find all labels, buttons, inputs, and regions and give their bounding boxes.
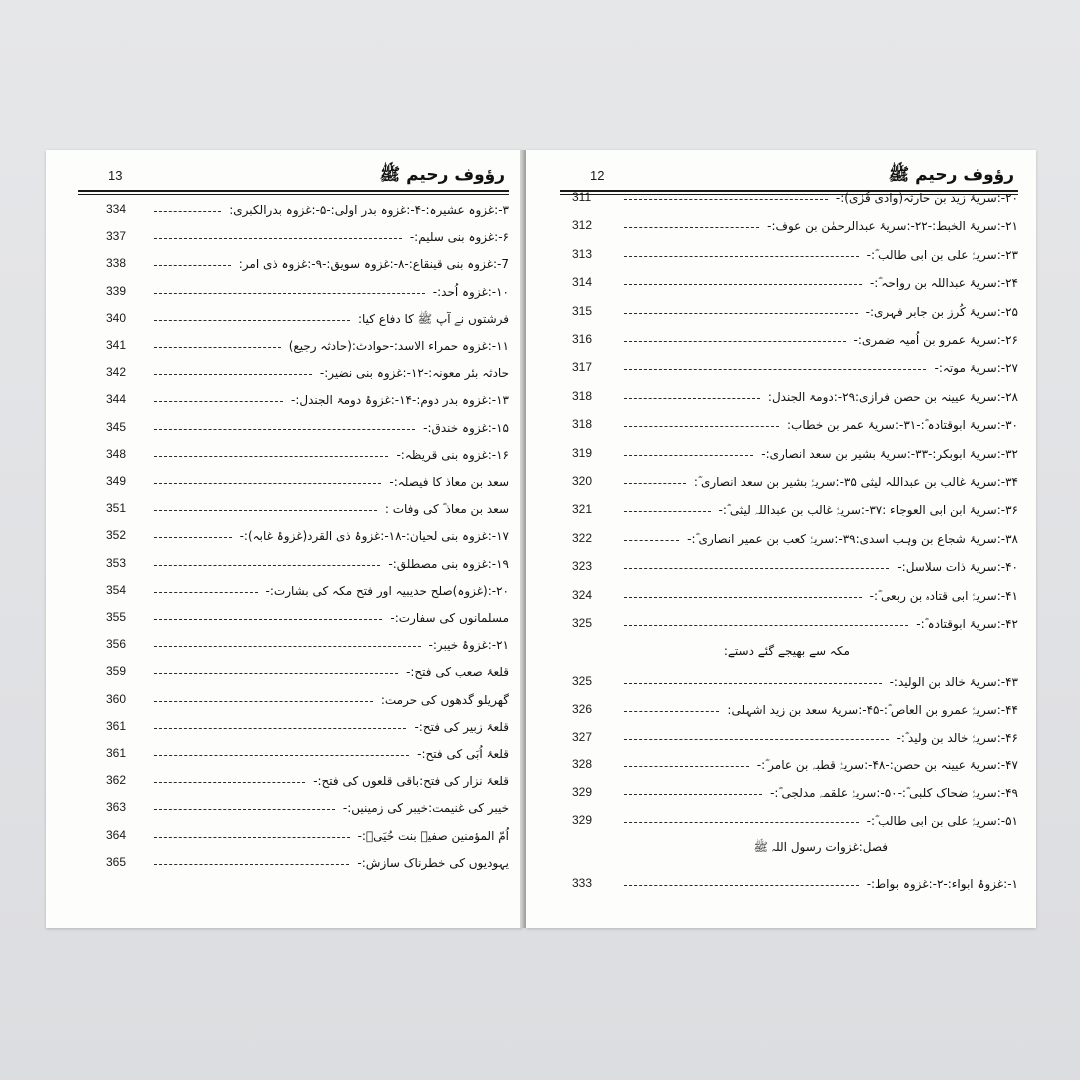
toc-entry	[572, 216, 1018, 238]
dotted-leader	[624, 625, 908, 626]
toc-entry	[572, 700, 1018, 722]
dotted-leader	[624, 511, 711, 512]
toc-entry	[572, 811, 1018, 833]
toc-entry-title: ۱۶-:غزوہ بنی قریظہ:-	[396, 447, 509, 462]
toc-entry-title: ۲۳-:سریۂ علی بن ابی طالب ؓ:-	[866, 247, 1018, 262]
toc-entry-title: ۱۵-:غزوہ خندق:-	[423, 420, 509, 435]
toc-entry	[106, 853, 509, 875]
toc-entry-title: ۲۱-:غزوۂ خیبر:-	[428, 638, 509, 653]
dotted-leader	[154, 537, 232, 538]
toc-entry	[106, 200, 509, 222]
toc-page-number: 365	[106, 854, 127, 869]
toc-page-number: 338	[106, 256, 127, 271]
toc-page-number: 329	[572, 785, 593, 800]
toc-entry	[106, 363, 509, 385]
toc-entry-title: ۳۲-:سریۂ ابوبکر:-۳۳-:سریۂ بشیر بن سعد انصاری:-	[761, 446, 1018, 461]
dotted-leader	[624, 369, 926, 370]
toc-page-number: 329	[572, 813, 593, 827]
toc-page-number: 349	[106, 474, 127, 488]
toc-entry	[106, 608, 509, 630]
page-header	[78, 164, 509, 192]
dotted-leader	[624, 822, 859, 823]
dotted-leader	[154, 347, 281, 348]
toc-page-number: 319	[572, 445, 593, 460]
toc-page-number: 364	[106, 827, 127, 842]
toc-page-number: 316	[572, 332, 593, 346]
toc-page-number: 318	[572, 417, 593, 432]
toc-page-number: 337	[106, 229, 127, 244]
toc-entry-title: ۴۳-:سریۂ خالد بن الولید:-	[889, 675, 1018, 689]
dotted-leader	[154, 646, 421, 647]
toc-entry	[572, 672, 1018, 694]
dotted-leader	[624, 284, 862, 285]
section-heading: مکہ سے بھیجے گئے دستے:	[723, 644, 850, 658]
toc-entry	[106, 826, 509, 848]
toc-entry-title: ۱-:غزوۂ ابواء:-۲-:غزوہ بواط:-	[866, 877, 1018, 891]
dotted-leader	[154, 592, 258, 593]
running-title: رؤوف رحیم ﷺ	[888, 165, 1014, 185]
toc-page-number: 356	[106, 637, 127, 652]
toc-entry-title: سعد بن معاذ کا فیصلہ:-	[389, 475, 509, 489]
toc-entry-title: ۴۰-:سریۂ ذات سلاسل:-	[897, 560, 1018, 575]
toc-entry-title: ۳۰-:سریۂ ابوقتادہ ؓ:-۳۱-:سریۂ عمر بن خطاب:	[787, 418, 1018, 433]
dotted-leader	[624, 739, 889, 740]
toc-page-number: 318	[572, 388, 593, 403]
toc-entry-title: ۲۱-:سریۂ الخبط:-۲۲-:سریۂ عبدالرحمٰن بن عوف:-	[767, 219, 1018, 234]
toc-page-number: 360	[106, 691, 127, 706]
dotted-leader	[624, 256, 859, 257]
toc-entry-title: ۳-:غزوہ عشیرہ:-۴-:غزوہ بدر اولی:-۵-:غزوہ بدرالکبری:	[229, 203, 509, 217]
toc-entry-title: ۴۷-:سریۂ عیینہ بن حصن:-۴۸-:سریۂ قطبہ بن عامر ؓ:-	[756, 758, 1018, 773]
dotted-leader	[154, 483, 381, 484]
left-page	[46, 150, 523, 928]
toc-page-number: 359	[106, 664, 127, 679]
toc-entry	[572, 358, 1018, 380]
toc-page-number: 333	[572, 876, 593, 890]
dotted-leader	[624, 711, 719, 712]
toc-page-number: 325	[572, 616, 593, 630]
toc-page-number: 314	[572, 275, 593, 290]
toc-entry	[572, 330, 1018, 352]
dotted-leader	[154, 837, 350, 838]
toc-entry	[572, 415, 1018, 437]
page-number: 12	[590, 168, 605, 183]
toc-entry	[572, 472, 1018, 494]
toc-entry	[572, 755, 1018, 777]
dotted-leader	[624, 683, 882, 684]
toc-entry-title: ۱۳-:غزوہ بدر دوم:-۱۴-:غزوۂ دومۃ الجندل:-	[291, 393, 509, 408]
toc-entry-title: ۳۴-:سریۂ غالب بن عبداللہ لیثی ۳۵-:سریۂ بشیر بن سعد انصاری ؓ:	[693, 475, 1018, 489]
toc-page-number: 344	[106, 392, 127, 407]
toc-page-number: 351	[106, 501, 127, 516]
dotted-leader	[154, 211, 221, 212]
toc-entry	[106, 472, 509, 494]
toc-entry	[106, 390, 509, 412]
toc-page-number: 348	[106, 446, 127, 461]
toc-page-number: 325	[572, 674, 593, 688]
toc-page-number: 339	[106, 283, 127, 298]
toc-page-number: 312	[572, 218, 593, 233]
toc-page-number: 315	[572, 303, 593, 318]
toc-page-number: 317	[572, 360, 593, 375]
toc-entry-title: ۳۸-:سریۂ شجاع بن وہب اسدی:۳۹-:سریۂ کعب بن عمیر انصاری ؓ:-	[687, 531, 1018, 546]
toc-entry-title: ۴۶-:سریۂ خالد بن ولید ؓ:-	[896, 730, 1018, 745]
toc-entry-title: ۱۰-:غزوہ اُحد:-	[432, 284, 509, 299]
toc-entry-title: ۴۴-:سریۂ عمرو بن العاص ؓ:-۴۵-:سریۂ سعد بن زید اشہلی:	[727, 702, 1018, 717]
toc-entry-title: ۲۴-:سریۂ عبداللہ بن رواحہ ؓ:-	[869, 276, 1018, 291]
toc-page-number: 324	[572, 587, 593, 602]
toc-page-number: 361	[106, 718, 127, 733]
toc-page-number: 313	[572, 246, 593, 261]
dotted-leader	[624, 885, 859, 886]
toc-entry	[106, 798, 509, 820]
toc-entry-title: فرشتوں نے آپ ﷺ کا دفاع کیا:	[357, 311, 509, 326]
dotted-leader	[624, 199, 828, 200]
toc-entry	[106, 526, 509, 548]
toc-page-number: 321	[572, 502, 593, 517]
dotted-leader	[624, 227, 759, 228]
dotted-leader	[154, 619, 382, 620]
open-book	[46, 150, 1036, 928]
toc-page-number: 362	[106, 773, 127, 788]
toc-entry	[572, 783, 1018, 805]
toc-entry	[572, 273, 1018, 295]
toc-entry	[106, 336, 509, 358]
toc-page-number: 323	[572, 559, 593, 574]
toc-page-number: 363	[106, 800, 127, 815]
toc-entry-title: قلعۂ صعب کی فتح:-	[406, 665, 509, 680]
toc-entry-title: ۲۰-:(غزوہ)صلح حدیبیہ اور فتح مکہ کی بشارت:-	[265, 583, 509, 598]
dotted-leader	[154, 565, 380, 566]
dotted-leader	[154, 701, 373, 702]
dotted-leader	[624, 426, 779, 427]
dotted-leader	[154, 864, 349, 865]
toc-entry	[572, 728, 1018, 750]
toc-entry-title: ۳۶-:سریۂ ابن ابی العوجاء :۳۷-:سریۂ غالب بن عبداللہ لیثی ؓ:-	[718, 503, 1018, 518]
toc-page-number: 327	[572, 729, 593, 744]
right-page	[526, 150, 1036, 928]
section-heading: فصل:غزوات رسول اللہ ﷺ	[753, 840, 888, 854]
dotted-leader	[624, 313, 858, 314]
dotted-leader	[624, 398, 760, 399]
dotted-leader	[624, 455, 753, 456]
toc-entry-title: 7-:غزوہ بنی قینقاع:-۸-:غزوہ سویق:-۹-:غزوہ ذی امر:	[238, 257, 509, 272]
toc-page-number: 342	[106, 365, 127, 380]
dotted-leader	[624, 540, 679, 541]
toc-entry	[106, 499, 509, 521]
toc-page-number: 334	[106, 202, 127, 216]
toc-entry	[106, 254, 509, 276]
dotted-leader	[154, 238, 402, 239]
toc-page-number: 340	[106, 310, 127, 325]
toc-entry-title: یہودیوں کی خطرناک سازش:-	[357, 855, 509, 870]
toc-entry	[572, 245, 1018, 267]
toc-entry	[572, 302, 1018, 324]
toc-entry-title: ۲۸-:سریۂ عیینہ بن حصن فرازی:۲۹-:دومۃ الجندل:	[767, 389, 1018, 404]
toc-page-number: 354	[106, 582, 127, 597]
toc-page-number: 311	[572, 190, 592, 204]
toc-entry-title: ۲۵-:سریۂ کُرز بن جابر فہری:-	[865, 304, 1018, 319]
toc-entry	[572, 188, 1018, 210]
toc-page-number: 355	[106, 610, 127, 624]
dotted-leader	[154, 320, 350, 321]
toc-entry	[106, 690, 509, 712]
dotted-leader	[624, 483, 686, 484]
toc-entry-title: قلعۂ زبیر کی فتح:-	[414, 719, 509, 734]
toc-entry-title: ۱۷-:غزوہ بنی لحیان:-۱۸-:غزوۂ ذی القرد(غزوۂ غابہ):-	[239, 529, 509, 544]
dotted-leader	[624, 766, 749, 767]
toc-entry	[106, 227, 509, 249]
toc-entry	[106, 554, 509, 576]
toc-entry-title: ۴۲-:سریۂ ابوقتادہ ؓ:-	[916, 617, 1018, 631]
toc-entry-title: ۶-:غزوہ بنی سلیم:-	[409, 230, 509, 245]
dotted-leader	[154, 374, 312, 375]
toc-entry-title: ۴۱-:سریۂ ابی قتادہ بن ربعی ؓ:-	[869, 588, 1018, 603]
dotted-leader	[624, 568, 889, 569]
dotted-leader	[154, 809, 335, 810]
dotted-leader	[154, 782, 305, 783]
toc-entry	[106, 717, 509, 739]
toc-page-number: 361	[106, 746, 127, 760]
toc-entry	[572, 557, 1018, 579]
toc-entry	[572, 874, 1018, 896]
dotted-leader	[154, 293, 425, 294]
toc-entry-title: ۴۹-:سریۂ ضحاک کلبی ؓ:-۵۰-:سریۂ علقمہ مدلجی ؓ:-	[770, 786, 1018, 801]
toc-entry-title: ۲۰-:سریۂ زید بن حارثہ(وادی قُرٰی):-	[835, 191, 1018, 205]
toc-page-number: 328	[572, 757, 593, 772]
toc-page-number: 341	[106, 338, 127, 352]
toc-entry-title: گھریلو گدھوں کی حرمت:	[380, 692, 509, 707]
toc-entry-title: ۲۷-:سریۂ موتہ:-	[934, 361, 1018, 376]
running-title: رؤوف رحیم ﷺ	[379, 165, 505, 185]
toc-page-number: 326	[572, 701, 593, 716]
toc-entry-title: ۵۱-:سریۂ علی بن ابی طالب ؓ:-	[866, 814, 1018, 828]
dotted-leader	[624, 597, 862, 598]
dotted-leader	[154, 429, 415, 430]
dotted-leader	[154, 755, 409, 756]
toc-page-number: 322	[572, 530, 593, 545]
toc-entry-title: قلعۂ نزار کی فتح:باقی قلعوں کی فتح:-	[313, 774, 509, 789]
toc-entry-title: خیبر کی غنیمت:خیبر کی زمینیں:-	[342, 801, 509, 816]
toc-page-number: 320	[572, 474, 593, 488]
toc-entry-title: قلعۂ اُبَی کی فتح:-	[417, 747, 509, 761]
page-number: 13	[108, 168, 123, 183]
toc-entry	[106, 418, 509, 440]
toc-entry-title: مسلمانوں کی سفارت:-	[390, 611, 509, 625]
toc-entry	[106, 309, 509, 331]
toc-page-number: 345	[106, 419, 127, 434]
toc-entry	[106, 445, 509, 467]
toc-entry	[572, 500, 1018, 522]
toc-entry	[106, 581, 509, 603]
dotted-leader	[154, 401, 283, 402]
toc-entry	[572, 529, 1018, 551]
toc-entry-title: اُمّ المؤمنین صفیہ بنت حُیَیؓ:-	[357, 828, 509, 843]
dotted-leader	[624, 341, 846, 342]
dotted-leader	[624, 794, 762, 795]
toc-entry	[106, 635, 509, 657]
toc-entry-title: حادثہ بئر معونہ:-۱۲-:غزوہ بنی نضیر:-	[319, 366, 509, 381]
dotted-leader	[154, 728, 406, 729]
toc-entry	[572, 387, 1018, 409]
toc-entry	[572, 444, 1018, 466]
toc-entry	[106, 282, 509, 304]
toc-entry	[106, 744, 509, 766]
toc-entry	[106, 771, 509, 793]
toc-entry-title: ۲۶-:سریۂ عمرو بن اُمیہ ضمری:-	[853, 333, 1018, 347]
toc-entry	[106, 662, 509, 684]
toc-entry-title: ۱۹-:غزوہ بنی مصطلق:-	[388, 556, 509, 571]
dotted-leader	[154, 673, 398, 674]
toc-entry	[572, 586, 1018, 608]
toc-page-number: 352	[106, 528, 127, 543]
toc-page-number: 353	[106, 555, 127, 570]
toc-entry-title: ۱۱-:غزوہ حمراء الاسد:-حوادث:(حادثہ رجیع)	[288, 339, 509, 353]
dotted-leader	[154, 456, 388, 457]
toc-entry	[572, 614, 1018, 636]
toc-entry-title: سعد بن معاذ ؓ کی وفات :	[384, 502, 509, 517]
dotted-leader	[154, 510, 377, 511]
dotted-leader	[154, 265, 231, 266]
